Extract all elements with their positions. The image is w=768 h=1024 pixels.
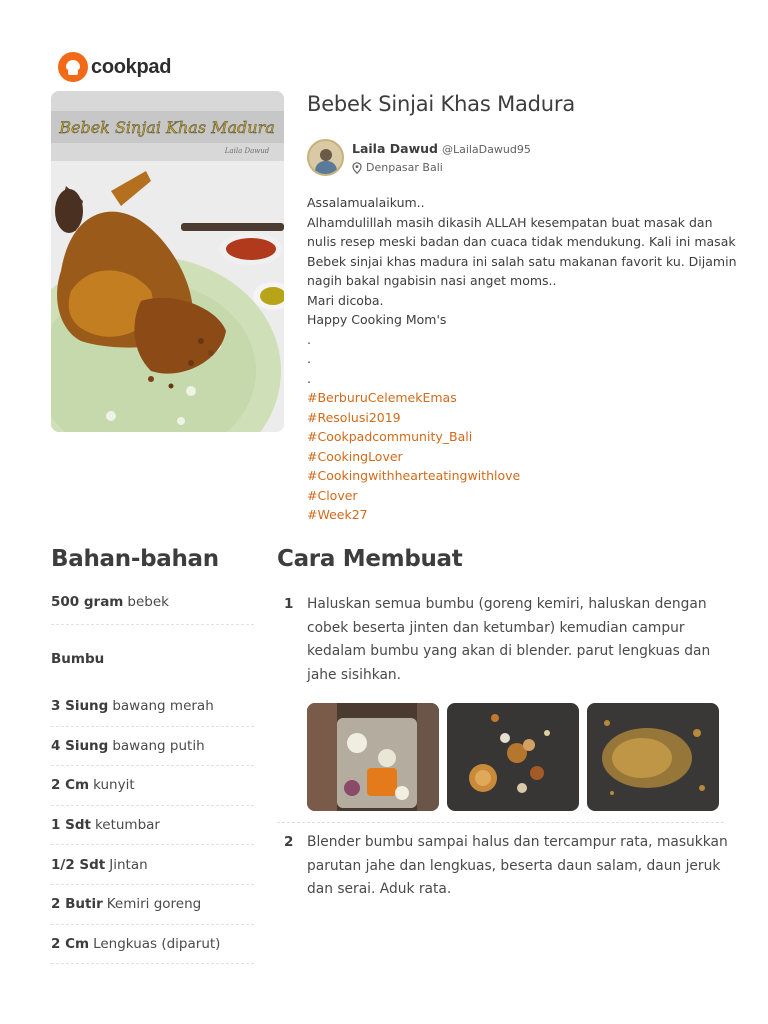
ingredient-item bbox=[51, 885, 254, 925]
ingredient-qty: 2 Butir bbox=[51, 896, 103, 913]
hashtag-link[interactable]: #Week27 bbox=[307, 507, 368, 522]
ingredient-name: Lengkuas (diparut) bbox=[93, 935, 221, 952]
cookpad-logo[interactable] bbox=[58, 52, 171, 82]
step-photo[interactable] bbox=[447, 703, 579, 811]
hashtag-link[interactable]: #Clover bbox=[307, 487, 358, 503]
step-number: 2 bbox=[284, 834, 294, 850]
ingredient-name: bebek bbox=[127, 594, 169, 610]
ingredient-item bbox=[51, 766, 254, 806]
ingredient-name: Kemiri goreng bbox=[106, 896, 202, 913]
ingredient-qty: 1/2 Sdt bbox=[51, 856, 106, 873]
ingredients-list bbox=[51, 587, 254, 964]
description-line: . bbox=[307, 370, 311, 386]
image-signature: Laila Dawud bbox=[224, 147, 270, 155]
step-line: Haluskan semua bumbu (goreng kemiri, haluskan dengan bbox=[307, 596, 707, 612]
ingredient-item bbox=[51, 806, 254, 846]
ingredients-heading: Bahan-bahan bbox=[51, 546, 219, 572]
chef-hat-icon bbox=[58, 52, 88, 82]
recipe-description bbox=[307, 193, 737, 525]
ingredient-name: Jintan bbox=[109, 856, 148, 873]
author-name[interactable]: Laila Dawud bbox=[352, 141, 438, 156]
description-line: . bbox=[307, 351, 311, 366]
hashtag-link[interactable]: #Resolusi2019 bbox=[307, 409, 401, 425]
ingredient-qty: 500 gram bbox=[51, 594, 124, 610]
ingredient-qty: 2 Cm bbox=[51, 935, 90, 952]
step-divider bbox=[277, 822, 724, 823]
ingredient-qty: 2 Cm bbox=[51, 777, 90, 794]
description-line: Assalamualaikum.. bbox=[307, 195, 425, 210]
step-line: dan serai. Aduk rata. bbox=[307, 881, 452, 897]
ingredient-item bbox=[51, 587, 254, 625]
ingredient-item bbox=[51, 845, 254, 885]
ingredient-item bbox=[51, 925, 254, 965]
step-line: jahe sisihkan. bbox=[307, 666, 402, 683]
brand-name: cookpad bbox=[91, 55, 172, 78]
ingredient-qty: 4 Siung bbox=[51, 737, 109, 754]
ingredient-name: kunyit bbox=[93, 777, 135, 794]
step-photo[interactable] bbox=[307, 703, 439, 811]
step-line: kedalam bumbu yang akan di blender. parut lengkuas dan bbox=[307, 643, 711, 659]
ingredient-name: bawang putih bbox=[112, 737, 205, 754]
step-photos bbox=[307, 703, 719, 811]
step-photo[interactable] bbox=[587, 703, 719, 811]
ingredient-qty: 3 Siung bbox=[51, 698, 109, 715]
step-number: 1 bbox=[284, 596, 294, 612]
step-line: cobek beserta jinten dan ketumbar) kemudian campur bbox=[307, 619, 685, 636]
hashtag-link[interactable]: #BerburuCelemekEmas bbox=[307, 390, 457, 405]
map-pin-icon bbox=[352, 162, 362, 174]
recipe-title: Bebek Sinjai Khas Madura bbox=[307, 92, 575, 116]
step-text bbox=[307, 593, 719, 687]
ingredient-item bbox=[51, 687, 254, 727]
step-item bbox=[284, 593, 724, 687]
description-line: Alhamdulillah masih dikasih ALLAH kesempatan buat masak dan bbox=[307, 214, 713, 230]
author-handle: @LailaDawud95 bbox=[441, 143, 531, 156]
author-location: Denpasar Bali bbox=[366, 161, 443, 174]
author-block[interactable] bbox=[307, 139, 531, 176]
ingredient-item bbox=[51, 727, 254, 767]
steps-heading: Cara Membuat bbox=[277, 546, 463, 572]
step-line: Blender bumbu sampai halus dan tercampur rata, masukkan bbox=[307, 834, 728, 850]
step-text bbox=[307, 831, 728, 902]
description-line: Mari dicoba. bbox=[307, 292, 384, 308]
description-line: Happy Cooking Mom's bbox=[307, 312, 447, 327]
hashtag-link[interactable]: #Cookingwithhearteatingwithlove bbox=[307, 468, 521, 483]
description-line: . bbox=[307, 331, 311, 347]
hashtag-link[interactable]: #Cookpadcommunity_Bali bbox=[307, 429, 473, 444]
description-line: Bebek sinjai khas madura ini salah satu makanan favorit ku. Dijamin bbox=[307, 253, 737, 269]
description-line: nagih bakal ngabisin nasi anget moms.. bbox=[307, 273, 557, 288]
ingredient-qty: 1 Sdt bbox=[51, 817, 91, 834]
step-line: parutan jahe dan lengkuas, beserta daun salam, daun jeruk bbox=[307, 857, 721, 874]
ingredient-group-label: Bumbu bbox=[51, 651, 105, 667]
image-caption: Bebek Sinjai Khas Madura bbox=[59, 118, 275, 137]
step-item bbox=[284, 831, 728, 902]
avatar[interactable] bbox=[307, 139, 344, 176]
ingredient-name: ketumbar bbox=[94, 817, 160, 834]
recipe-hero-image bbox=[51, 91, 284, 432]
ingredient-name: bawang merah bbox=[112, 698, 214, 715]
description-line: nulis resep meski badan dan cuaca tidak mendukung. Kali ini masak bbox=[307, 234, 736, 249]
hashtag-link[interactable]: #CookingLover bbox=[307, 448, 403, 464]
